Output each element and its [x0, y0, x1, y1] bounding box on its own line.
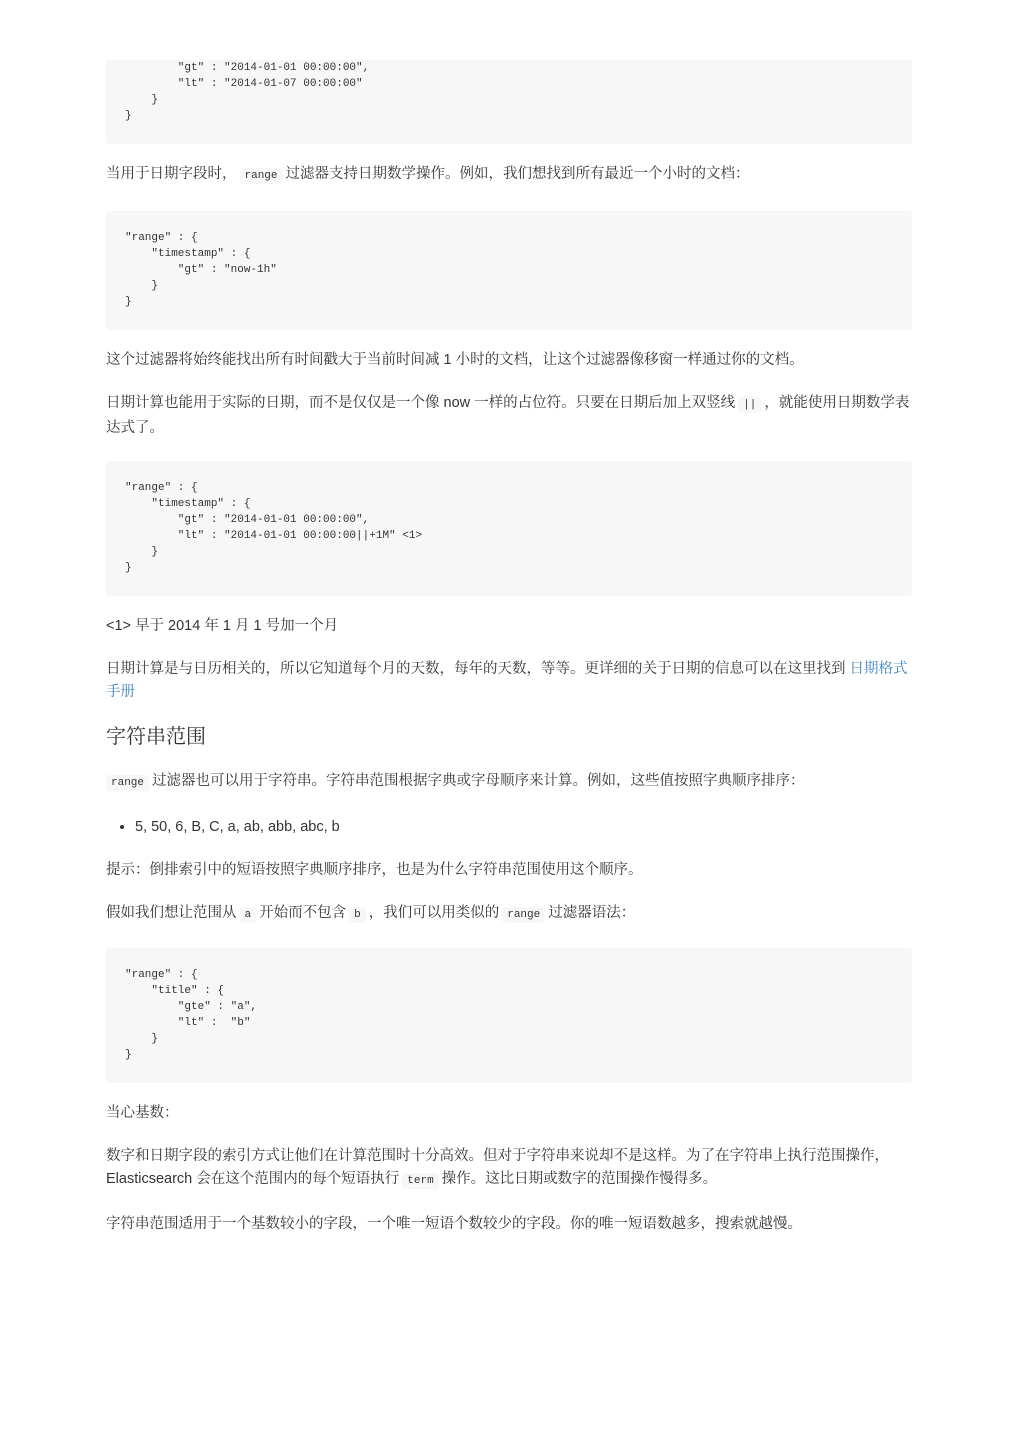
code-block-now-1h: "range" : { "timestamp" : { "gt" : "now-1h" } }: [106, 211, 912, 330]
paragraph-text: 当用于日期字段时，: [106, 166, 237, 182]
section-heading-string-range: 字符串范围: [106, 726, 206, 748]
code-block-date-range-end: "gt" : "2014-01-01 00:00:00", "lt" : "2014-01-07 00:00:00" } }: [106, 60, 912, 144]
inline-code-double-pipe: ||: [738, 397, 761, 413]
paragraph-text: 数字和日期字段的索引方式让他们在计算范围时十分高效。但对于字符串来说却不是这样。为了在字符串上执行范围操作，Elasticsearch 会在这个范围内的每个短语执行: [106, 1148, 889, 1187]
code-block-plus-1m: "range" : { "timestamp" : { "gt" : "2014-01-01 00:00:00", "lt" : "2014-01-01 00:00:00||+1M" <1> } }: [106, 461, 912, 596]
paragraph-text: 日期计算也能用于实际的日期，而不是仅仅是一个像 now 一样的占位符。只要在日期后加上双竖线: [106, 395, 736, 411]
document-page: [106, 60, 912, 1236]
paragraph-date-math-intro: [106, 163, 912, 188]
inline-code-range: range: [240, 168, 283, 184]
date-format-manual-link[interactable]: 日期格式手册: [106, 661, 908, 700]
paragraph-text: 过滤器支持日期数学操作。例如，我们想找到所有最近一个小时的文档：: [285, 166, 750, 182]
inline-code-range: range: [502, 907, 545, 923]
paragraph-cardinality-warning: 当心基数：: [106, 1105, 179, 1121]
sort-order-list: [106, 816, 912, 839]
paragraph-text: 日期计算是与日历相关的，所以它知道每个月的天数，每年的天数，等等。更详细的关于日期的信息可以在这里找到: [106, 661, 846, 677]
code-block-title-range: "range" : { "title" : { "gte" : "a", "lt" : "b" } }: [106, 948, 912, 1083]
paragraph-text: ，我们可以用类似的: [368, 905, 500, 921]
paragraph-text: 开始而不包含: [259, 905, 347, 921]
inline-code-a: a: [240, 907, 257, 923]
paragraph-text: ，就能使用日期数学表达式了。: [106, 395, 910, 436]
inline-code-term: term: [402, 1173, 438, 1189]
list-item: • 5, 50, 6, B, C, a, ab, abb, abc, b: [135, 816, 912, 839]
paragraph-cardinality-advice: 字符串范围适用于一个基数较小的字段，一个唯一短语个数较少的字段。你的唯一短语数越多，搜索就越慢。: [106, 1216, 802, 1232]
inline-code-b: b: [349, 907, 366, 923]
paragraph-text: 假如我们想让范围从: [106, 905, 237, 921]
callout-note: <1> 早于 2014 年 1 月 1 号加一个月: [106, 618, 339, 634]
paragraph-string-range-performance: [106, 1145, 912, 1193]
paragraph-text: 操作。这比日期或数字的范围操作慢得多。: [441, 1171, 718, 1187]
inline-code-range: range: [106, 775, 149, 791]
paragraph-calendar-aware: [106, 658, 912, 704]
paragraph-string-range-intro: [106, 770, 912, 795]
paragraph-text: 过滤器也可以用于字符串。字符串范围根据字典或字母顺序来计算。例如，这些值按照字典顺序排序：: [152, 773, 805, 789]
paragraph-tip: 提示：倒排索引中的短语按照字典顺序排序，也是为什么字符串范围使用这个顺序。: [106, 862, 643, 878]
paragraph-filter-explanation: 这个过滤器将始终能找出所有时间戳大于当前时间减 1 小时的文档，让这个过滤器像移窗一样通过你的文档。: [106, 352, 804, 368]
paragraph-text: 过滤器语法：: [548, 905, 636, 921]
paragraph-range-a-to-b: [106, 902, 912, 927]
paragraph-date-math-actual: [106, 392, 912, 440]
